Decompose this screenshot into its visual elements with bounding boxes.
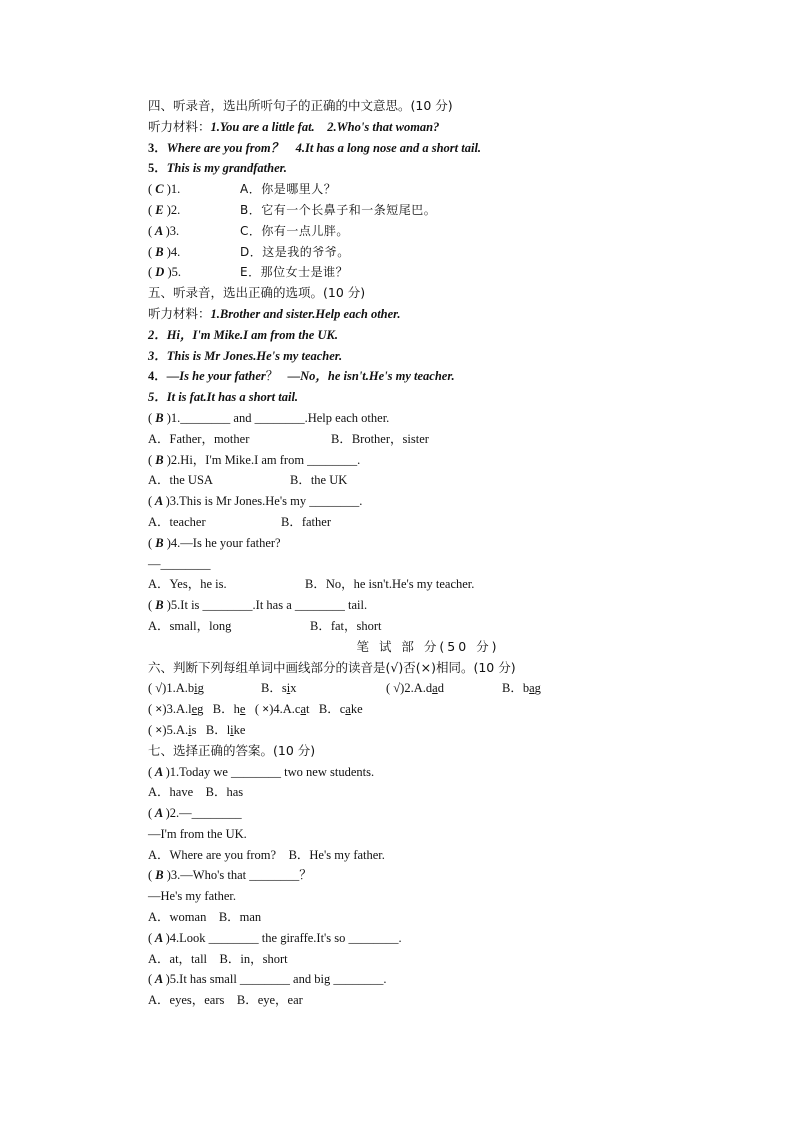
section-4-material-2: 3．Where are you from？ 4.It has a long nose and a short tail. xyxy=(148,140,482,155)
answer-blank: —________ xyxy=(148,556,211,571)
options: A．Where are you from? B．He's my father. xyxy=(148,847,385,862)
section-5-material-2: 2．Hi，I'm Mike.I am from the UK. xyxy=(148,327,338,342)
options: A．small，long B．fat，short xyxy=(148,618,382,633)
section-5-title: 五、听录音，选出正确的选项。(10 分) xyxy=(148,285,366,301)
phonics-row: ( √)1.A.big B．six ( √)2.A.dad B．bag xyxy=(148,681,541,696)
options: A．the USA B．the UK xyxy=(148,473,348,488)
question: ( A )1.Today we ________ two new students. xyxy=(148,764,375,779)
cross-mark: × xyxy=(155,722,163,737)
options: A．eyes，ears B．eye，ear xyxy=(148,993,303,1008)
section-4-material-3: 5．This is my grandfather. xyxy=(148,161,287,176)
cross-mark: × xyxy=(155,702,163,717)
section-4-material-1: 听力材料：1.You are a little fat. 2.Who's that woman? xyxy=(148,118,440,134)
reply: —I'm from the UK. xyxy=(148,826,247,841)
question: ( B )4.—Is he your father? xyxy=(148,535,281,550)
matching-row: ( B )4. D．这是我的爷爷。 xyxy=(148,244,350,259)
matching-row: ( C )1. A．你是哪里人？ xyxy=(148,182,337,197)
section-5-material-1: 听力材料：1.Brother and sister.Help each other. xyxy=(148,305,401,321)
section-4-title: 四、听录音，选出所听句子的正确的中文意思。(10 分) xyxy=(148,98,453,113)
worksheet xyxy=(148,96,708,1011)
question: ( A )5.It has small ________ and big ________. xyxy=(148,972,387,987)
options: A．teacher B．father xyxy=(148,514,331,529)
phonics-row: ( ×)5.A.is B．like xyxy=(148,722,246,737)
options: A．Yes，he is. B．No，he isn't.He's my teacher. xyxy=(148,577,475,592)
check-mark: √ xyxy=(393,681,401,696)
question: ( B )2.Hi，I'm Mike.I am from ________. xyxy=(148,452,361,467)
phonics-row: ( ×)3.A.leg B．he ( ×)4.A.cat B．cake xyxy=(148,702,363,717)
section-7-title: 七、选择正确的答案。(10 分) xyxy=(148,742,316,758)
section-5-material-3: 3．This is Mr Jones.He's my teacher. xyxy=(148,348,343,363)
question: ( B )1.________ and ________.Help each other. xyxy=(148,410,390,425)
section-6-title: 六、判断下列每组单词中画线部分的读音是(√)否(×)相同。(10 分) xyxy=(148,659,516,675)
question: ( A )2.—________ xyxy=(148,806,242,821)
material-label: 听力材料： xyxy=(148,118,211,134)
cross-mark: × xyxy=(262,702,270,717)
options: A．at，tall B．in，short xyxy=(148,951,288,966)
written-part-heading: 笔 试 部 分(50 分) xyxy=(356,638,500,654)
check-mark: √ xyxy=(155,681,163,696)
question: ( A )4.Look ________ the giraffe.It's so ________. xyxy=(148,930,402,945)
question: ( B )3.—Who's that ________？ xyxy=(148,868,312,883)
options: A．Father，mother B．Brother，sister xyxy=(148,431,429,446)
question: ( A )3.This is Mr Jones.He's my ________. xyxy=(148,494,363,509)
options: A．have B．has xyxy=(148,785,244,800)
reply: —He's my father. xyxy=(148,889,236,904)
matching-row: ( D )5. E．那位女士是谁？ xyxy=(148,265,349,280)
section-5-material-4: 4．—Is he your father？ —No，he isn't.He's my teacher. xyxy=(148,369,455,384)
section-5-material-5: 5．It is fat.It has a short tail. xyxy=(148,390,299,405)
matching-row: ( A )3. C．你有一点儿胖。 xyxy=(148,223,349,238)
options: A．woman B．man xyxy=(148,910,262,925)
matching-row: ( E )2. B．它有一个长鼻子和一条短尾巴。 xyxy=(148,202,437,217)
question: ( B )5.It is ________.It has a ________ tail. xyxy=(148,598,368,613)
